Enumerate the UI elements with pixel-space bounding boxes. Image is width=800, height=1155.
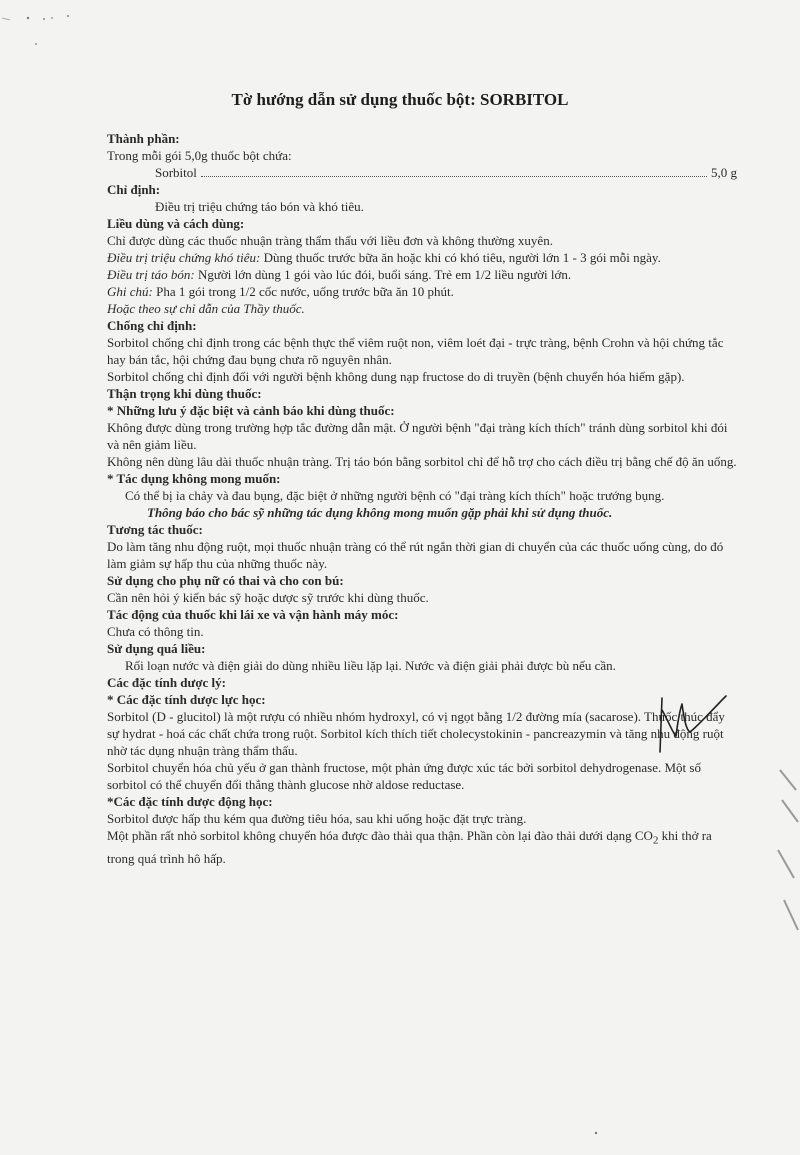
ingredient-name: Sorbitol (155, 165, 197, 180)
duoc-dong-hoc-heading: *Các đặc tính dược động học: (107, 794, 273, 809)
duoc-luc-hoc-text1: Sorbitol (D - glucitol) là một rượu có nhiều nhóm hydroxyl, có vị ngọt bằng 1/2 đường mía (sacarose). Thuốc thúc đẩy sự hydrat - hoá các chất chứa trong ruột. Sorbitol kích thích tiết cholecystokinin - pancreazymin và tăng nhu động ruột nhờ tác dụng nhuận tràng thẩm thấu. (107, 709, 725, 758)
tao-bon-label: Điều trị táo bón: (107, 267, 195, 282)
dotted-leader (201, 175, 707, 177)
section-chi-dinh-heading: Chỉ định: (107, 182, 161, 197)
ingredient-row (107, 164, 737, 181)
section-than-trong-heading: Thận trọng khi dùng thuốc: (107, 386, 262, 401)
lieu-dung-ghi-chu (107, 283, 737, 300)
qua-lieu-text: Rối loạn nước và điện giải do dùng nhiều liều lặp lại. Nước và điện giải phải được bù nếu cần. (125, 658, 616, 673)
lieu-dung-kho-tieu (107, 249, 737, 266)
than-trong-notice: Thông báo cho bác sỹ những tác dụng không mong muốn gặp phải khi sử dụng thuốc. (147, 505, 613, 520)
text4-part-a: Một phần rất nhỏ sorbitol không chuyển hóa được đào thải qua thận. Phần còn lại đào thải dưới dạng CO (107, 828, 653, 843)
section-lieu-dung-heading: Liều dùng và cách dùng: (107, 216, 245, 231)
document-body (107, 130, 737, 867)
duoc-dong-hoc-text4 (107, 827, 737, 867)
than-trong-sub1: * Những lưu ý đặc biệt và cảnh báo khi dùng thuốc: (107, 403, 395, 418)
section-phu-nu-heading: Sử dụng cho phụ nữ có thai và cho con bú: (107, 573, 344, 588)
page-title: Tờ hướng dẫn sử dụng thuốc bột: SORBITOL (231, 90, 569, 109)
lieu-dung-tao-bon (107, 266, 737, 283)
duoc-luc-hoc-text2: Sorbitol chuyển hóa chủ yếu ở gan thành fructose, một phản ứng được xúc tác bởi sorbitol dehydrogenase. Một số sorbitol có thể chuyển đổi thẳng thành glucose nhờ aldose reductase. (107, 760, 701, 792)
lai-xe-text: Chưa có thông tin. (107, 624, 204, 639)
than-trong-text1: Không được dùng trong trường hợp tắc đường dẫn mật. Ở người bệnh "đại tràng kích thích" tránh dùng sorbitol khi đói và nên giảm liều. (107, 420, 728, 452)
text4-subscript: 2 (652, 834, 659, 847)
thanh-phan-intro: Trong mỗi gói 5,0g thuốc bột chứa: (107, 148, 292, 163)
duoc-luc-hoc-heading: * Các đặc tính dược lực học: (107, 692, 266, 707)
chi-dinh-text: Điều trị triệu chứng táo bón và khó tiêu. (155, 199, 364, 214)
kho-tieu-text: Dùng thuốc trước bữa ăn hoặc khi có khó tiêu, người lớn 1 - 3 gói mỗi ngày. (263, 250, 661, 265)
chong-chi-dinh-text1: Sorbitol chống chỉ định trong các bệnh thực thể viêm ruột non, viêm loét đại - trực tràng, bệnh Crohn và hội chứng tắc hay bán tắc, hội chứng đau bụng chưa rõ nguyên nhân. (107, 335, 724, 367)
section-thanh-phan-heading: Thành phần: (107, 131, 180, 146)
section-tuong-tac-heading: Tương tác thuốc: (107, 522, 203, 537)
section-chong-chi-dinh-heading: Chống chỉ định: (107, 318, 197, 333)
section-qua-lieu-heading: Sử dụng quá liều: (107, 641, 206, 656)
lieu-dung-hoac: Hoặc theo sự chỉ dẫn của Thầy thuốc. (107, 301, 305, 316)
than-trong-text3: Có thể bị ỉa chảy và đau bụng, đặc biệt ở những người bệnh có "đại tràng kích thích" hoặc trướng bụng. (125, 488, 665, 503)
ghi-chu-label: Ghi chú: (107, 284, 153, 299)
chong-chi-dinh-text2: Sorbitol chống chỉ định đối với người bệnh không dung nạp fructose do di truyền (bệnh chuyển hóa hiếm gặp). (107, 369, 685, 384)
kho-tieu-label: Điều trị triệu chứng khó tiêu: (107, 250, 261, 265)
ghi-chu-text: Pha 1 gói trong 1/2 cốc nước, uống trước bữa ăn 10 phút. (156, 284, 454, 299)
phu-nu-text: Cần nên hỏi ý kiến bác sỹ hoặc dược sỹ trước khi dùng thuốc. (107, 590, 429, 605)
tao-bon-text: Người lớn dùng 1 gói vào lúc đói, buổi sáng. Trẻ em 1/2 liều người lớn. (198, 267, 572, 282)
scan-speck (590, 1125, 620, 1145)
duoc-dong-hoc-text3: Sorbitol được hấp thu kém qua đường tiêu hóa, sau khi uống hoặc đặt trực tràng. (107, 811, 527, 826)
scan-edge-marks (776, 760, 800, 940)
than-trong-text2: Không nên dùng lâu dài thuốc nhuận tràng. Trị táo bón bằng sorbitol chỉ để hỗ trợ cho cách điều trị bằng chế độ ăn uống. (107, 454, 737, 469)
lieu-dung-line1: Chỉ được dùng các thuốc nhuận tràng thẩm thấu với liều đơn và không thường xuyên. (107, 233, 553, 248)
tuong-tac-text: Do làm tăng nhu động ruột, mọi thuốc nhuận tràng có thể rút ngắn thời gian di chuyển của các thuốc uống cùng, do đó làm giảm sự hấp thu của những thuốc này. (107, 539, 724, 571)
scan-marks (0, 0, 120, 60)
handwritten-signature (652, 690, 732, 760)
section-lai-xe-heading: Tác động của thuốc khi lái xe và vận hành máy móc: (107, 607, 399, 622)
text4-part-b: khi thở ra trong quá trình hô hấp. (107, 828, 712, 866)
section-duoc-ly-heading: Các đặc tính dược lý: (107, 675, 226, 690)
ingredient-amount: 5,0 g (711, 165, 737, 180)
than-trong-sub2: * Tác dụng không mong muốn: (107, 471, 281, 486)
